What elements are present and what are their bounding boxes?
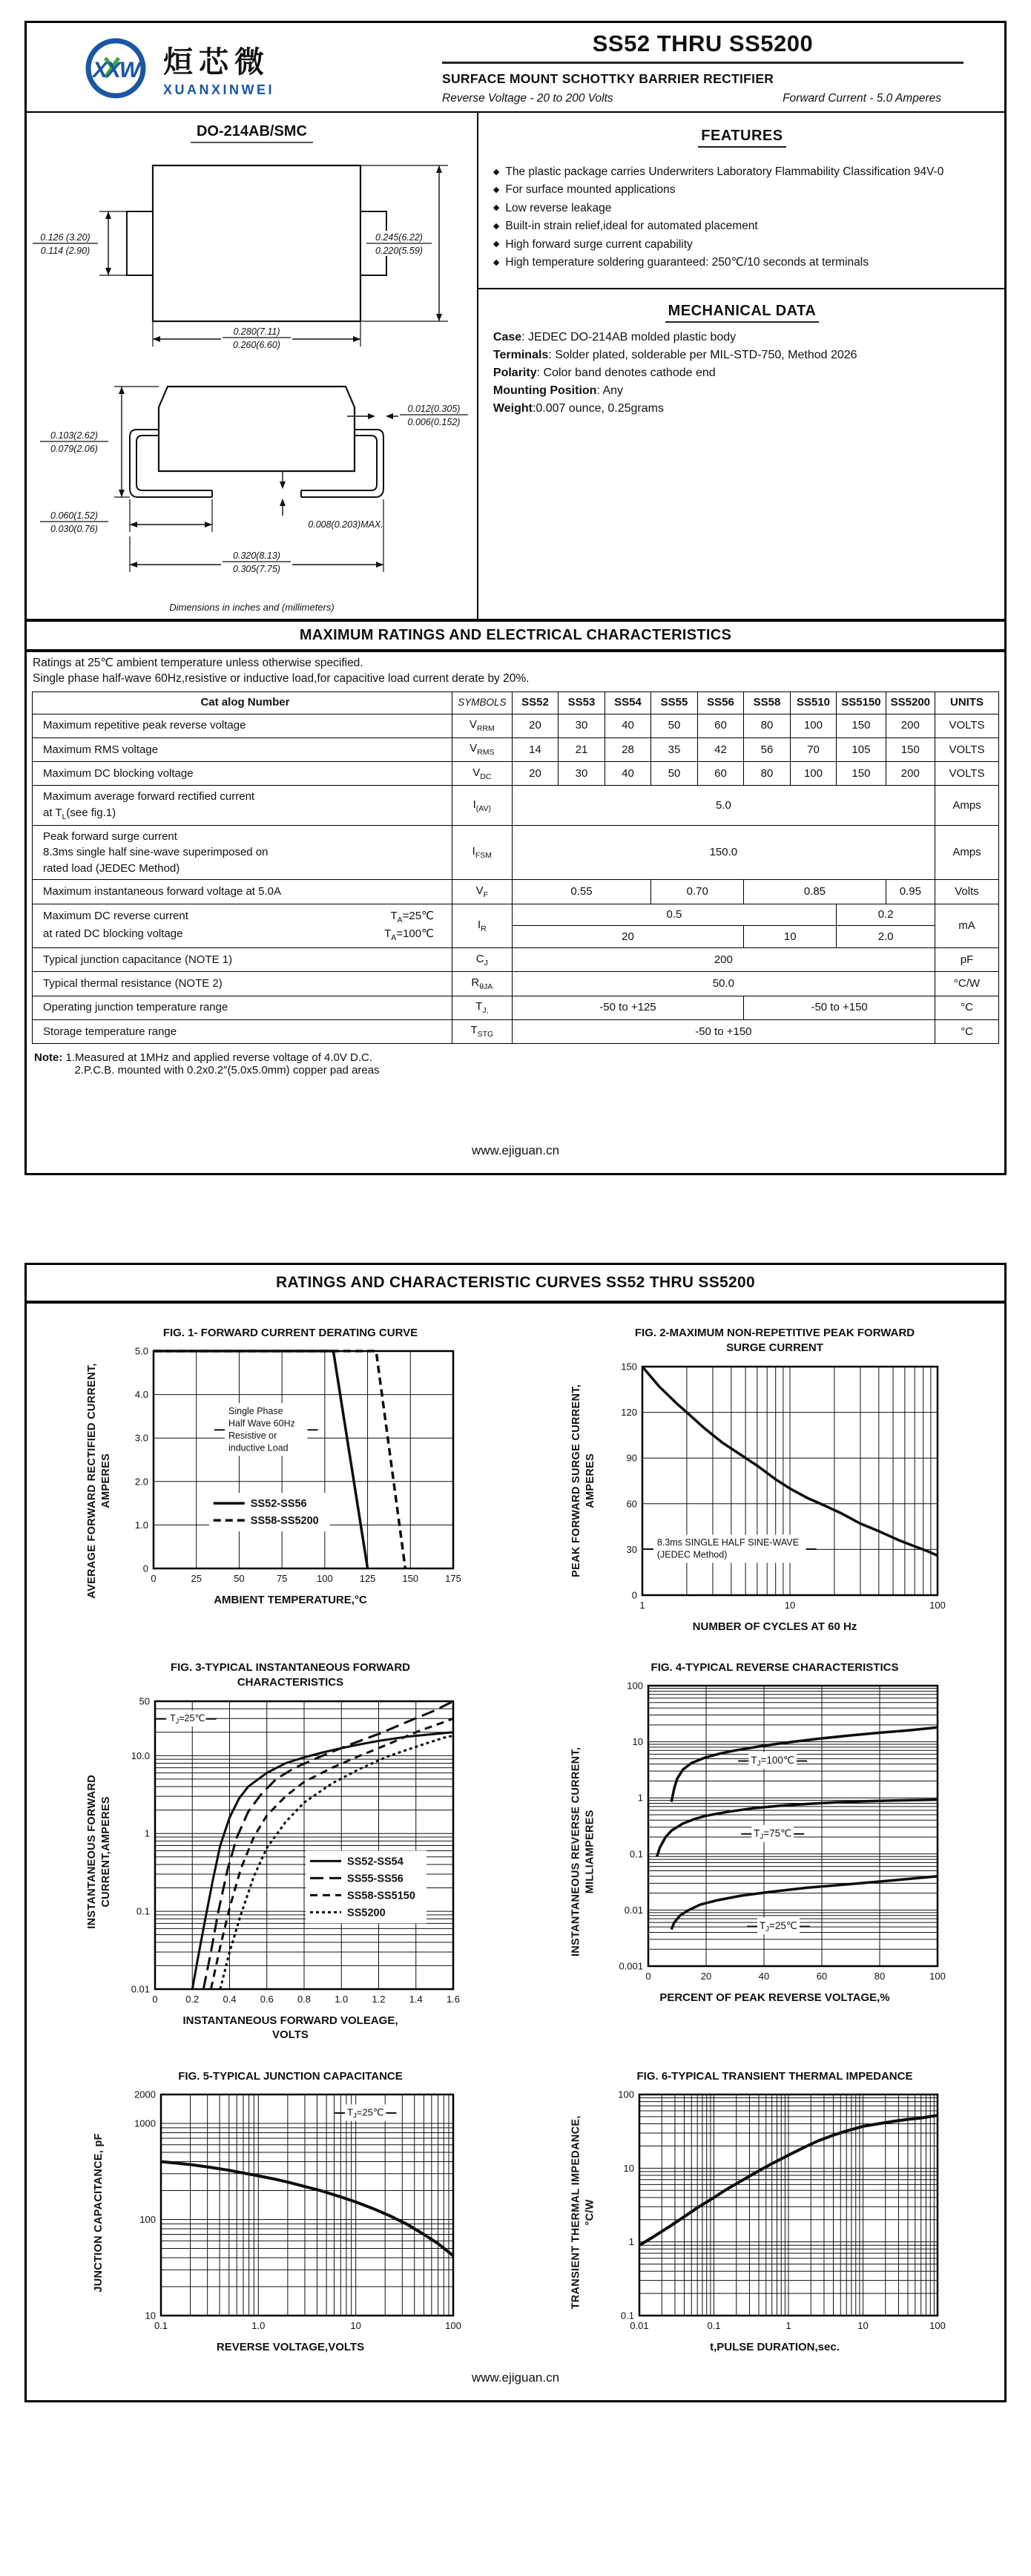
fig3-x-axis-label: INSTANTANEOUS FORWARD VOLEAGE, VOLTS — [182, 2014, 398, 2042]
diamond-bullet-icon: ◆ — [493, 221, 500, 231]
table-row-8: Typical thermal resistance (NOTE 2) $R_{\theta JA}$ 50.0 °C/W — [33, 972, 999, 996]
svg-text:0.012(0.305): 0.012(0.305) — [407, 404, 461, 414]
svg-text:80: 80 — [874, 1971, 885, 1982]
tagline — [442, 92, 964, 105]
svg-text:1: 1 — [785, 2319, 791, 2331]
ratings-table — [32, 691, 999, 1044]
page-2 — [24, 1263, 1007, 2402]
col-SS54: SS54 — [605, 691, 651, 714]
ratings-conditions — [27, 652, 1004, 691]
svg-text:75: 75 — [276, 1573, 287, 1585]
diamond-bullet-icon: ◆ — [493, 257, 500, 267]
svg-text:TJ=100℃: $T_J=100℃$ — [750, 1755, 794, 1769]
diamond-bullet-icon: ◆ — [493, 203, 500, 213]
svg-text:SS5200: SS5200 — [346, 1906, 386, 1919]
table-row-4: Peak forward surge current 8.3ms single half sine-wave superimposed on rated load (JEDEC Method) $I_{FSM}$ 150.0 Amps — [33, 826, 999, 880]
svg-text:5.0: 5.0 — [134, 1345, 148, 1357]
svg-text:0.1: 0.1 — [629, 1848, 643, 1860]
fig6-x-axis-label: t,PULSE DURATION,sec. — [710, 2340, 840, 2353]
figure-fig2 — [516, 1323, 1000, 1638]
part-title: SS52 THRU SS5200 — [442, 30, 964, 64]
diamond-bullet-icon: ◆ — [493, 240, 500, 249]
table-row-7: Typical junction capacitance (NOTE 1) $C_J$ 200 pF — [33, 948, 999, 972]
svg-text:175: 175 — [444, 1573, 461, 1585]
svg-text:0.006(0.152): 0.006(0.152) — [407, 417, 461, 427]
svg-text:0.01: 0.01 — [131, 1983, 150, 1995]
feature-item-2: ◆ Low reverse leakage — [493, 201, 612, 214]
svg-text:0.079(2.06): 0.079(2.06) — [50, 444, 98, 454]
col-catalog-number: Cat alog Number — [33, 691, 452, 714]
mechanical-row-1: Terminals: Solder plated, solderable per MIL-STD-750, Method 2026 — [493, 348, 857, 361]
fig2-y-axis-label: PEAK FORWARD SURGE CURRENT, AMPERES — [570, 1384, 596, 1577]
fig6-plot — [601, 2086, 949, 2338]
svg-text:Resistive or: Resistive or — [228, 1430, 277, 1442]
note-line-2: 2.P.C.B. mounted with 0.2x0.2″(5.0x5.0mm) copper pad areas — [74, 1064, 380, 1077]
table-row-10: Storage temperature range $T_{STG}$ -50 to +150 °C — [33, 1019, 999, 1043]
svg-text:Single Phase: Single Phase — [228, 1406, 283, 1417]
svg-text:0: 0 — [150, 1573, 157, 1585]
logo — [27, 31, 442, 105]
svg-text:Half Wave 60Hz: Half Wave 60Hz — [228, 1418, 295, 1429]
svg-text:50: 50 — [139, 1695, 150, 1707]
svg-text:100: 100 — [929, 1599, 946, 1611]
svg-text:0.1: 0.1 — [136, 1905, 150, 1917]
svg-text:25: 25 — [190, 1573, 202, 1585]
col-SS5150: SS5150 — [837, 691, 886, 714]
fig1-y-axis-label: AVERAGE FORWARD RECTIFIED CURRENT, AMPERES — [85, 1362, 112, 1599]
charts-grid — [27, 1304, 1004, 2359]
svg-text:100: 100 — [929, 2319, 946, 2331]
table-row-0: Maximum repetitive peak reverse voltage $V_{RRM}$ 20 30 40 50 60 80 100 150 200 VOLTS — [33, 714, 999, 737]
fig4-y-axis-label: INSTANTANEOUS REVERSE CURRENT, MILLIAMPERES — [570, 1747, 596, 1957]
figure-fig4 — [516, 1657, 1000, 2047]
svg-text:0.008(0.203)MAX.: 0.008(0.203)MAX. — [308, 519, 383, 530]
svg-text:0.260(6.60): 0.260(6.60) — [233, 340, 280, 350]
fig4-title: FIG. 4-TYPICAL REVERSE CHARACTERISTICS — [650, 1661, 899, 1675]
svg-text:(JEDEC Method): (JEDEC Method) — [656, 1549, 727, 1560]
fig5-x-axis-label: REVERSE VOLTAGE,VOLTS — [216, 2340, 365, 2353]
svg-text:10: 10 — [784, 1599, 795, 1611]
svg-text:0.1: 0.1 — [706, 2319, 721, 2331]
svg-text:0: 0 — [142, 1563, 148, 1574]
svg-text:150: 150 — [401, 1573, 418, 1585]
svg-text:20: 20 — [700, 1971, 711, 1982]
svg-text:4.0: 4.0 — [134, 1389, 148, 1401]
svg-text:40: 40 — [758, 1971, 769, 1982]
mechanical-rows — [493, 329, 991, 418]
svg-text:SS52-SS56: SS52-SS56 — [250, 1498, 307, 1511]
figure-fig6 — [516, 2066, 1000, 2359]
mechanical-row-2: Polarity: Color band denotes cathode end — [493, 366, 716, 379]
table-row-ir-a: Maximum DC reverse current $T_A=25℃$ at rated DC blocking voltage $T_A=100℃$ $I_R$ 0.5 0.2 mA — [33, 904, 999, 926]
fig1-x-axis-label: AMBIENT TEMPERATURE,°C — [214, 1594, 367, 1607]
logo-pinyin: XUANXINWEI — [163, 82, 275, 97]
svg-text:0.103(2.62): 0.103(2.62) — [50, 430, 98, 441]
svg-text:0.245(6.22): 0.245(6.22) — [375, 232, 423, 243]
svg-text:30: 30 — [626, 1543, 637, 1555]
svg-text:0: 0 — [645, 1971, 651, 1982]
tagline-forward-current: Forward Current - 5.0 Amperes — [783, 92, 941, 105]
col-SS58: SS58 — [744, 691, 791, 714]
fig5-plot — [116, 2086, 465, 2338]
col-SS52: SS52 — [512, 691, 559, 714]
package-caption: Dimensions in inches and (millimeters) — [169, 602, 335, 613]
fig4-plot — [601, 1677, 949, 1988]
table-row-3: Maximum average forward rectified current at $T_L(see$ fig.1) $I_{(AV)}$ 5.0 Amps — [33, 786, 999, 826]
svg-text:0.060(1.52): 0.060(1.52) — [50, 510, 98, 521]
svg-text:0: 0 — [631, 1589, 637, 1601]
fig2-x-axis-label: NUMBER OF CYCLES AT 60 Hz — [692, 1620, 857, 1633]
svg-text:0.1: 0.1 — [620, 2310, 634, 2322]
svg-text:10: 10 — [857, 2319, 869, 2331]
curves-banner: RATINGS AND CHARACTERISTIC CURVES SS52 THRU SS5200 — [27, 1265, 1004, 1304]
svg-text:0.4: 0.4 — [222, 1993, 237, 2005]
col-SS56: SS56 — [697, 691, 744, 714]
svg-text:1000: 1000 — [134, 2117, 156, 2129]
svg-text:0.8: 0.8 — [297, 1993, 311, 2005]
package-top-view-drawing — [27, 143, 472, 358]
svg-text:0.280(7.11): 0.280(7.11) — [233, 326, 280, 337]
svg-text:SS58-SS5150: SS58-SS5150 — [346, 1889, 415, 1902]
notes — [27, 1044, 1004, 1131]
mechanical-row-0: Case: JEDEC DO-214AB molded plastic body — [493, 330, 737, 344]
svg-text:1: 1 — [639, 1599, 645, 1611]
svg-text:60: 60 — [626, 1497, 637, 1509]
table-row-5: Maximum instantaneous forward voltage at 5.0A $V_F$ 0.55 0.70 0.85 0.95 Volts — [33, 880, 999, 904]
svg-text:0.2: 0.2 — [185, 1993, 199, 2005]
svg-text:60: 60 — [816, 1971, 827, 1982]
svg-text:1: 1 — [144, 1827, 150, 1839]
col-symbols: SYMBOLS — [452, 691, 512, 714]
figure-fig5 — [31, 2066, 516, 2359]
features-list — [493, 164, 991, 272]
header — [27, 23, 1004, 113]
table-row-1: Maximum RMS voltage $V_{RMS}$ 14 21 28 35 42 56 70 105 150 VOLTS — [33, 737, 999, 761]
svg-text:0.01: 0.01 — [624, 1905, 643, 1916]
fig5-title: FIG. 5-TYPICAL JUNCTION CAPACITANCE — [178, 2069, 403, 2083]
table-row-9: Operating junction temperature range $T_{J,}$ -50 to +125 -50 to +150 °C — [33, 996, 999, 1019]
svg-text:1.2: 1.2 — [371, 1993, 386, 2005]
svg-text:3.0: 3.0 — [134, 1433, 148, 1445]
page2-footer-url[interactable]: www.ejiguan.cn — [471, 2370, 560, 2385]
feature-item-5: ◆ High temperature soldering guaranteed: 250℃/10 seconds at terminals — [493, 256, 869, 269]
svg-text:0.030(0.76): 0.030(0.76) — [50, 524, 98, 534]
svg-text:TJ=75℃: $T_J=75℃$ — [753, 1827, 791, 1841]
mechanical-title: MECHANICAL DATA — [665, 303, 820, 323]
ratings-condition-1: Ratings at 25℃ ambient temperature unless otherwise specified. — [33, 657, 363, 669]
features-section — [478, 113, 1004, 288]
svg-text:1: 1 — [637, 1793, 643, 1804]
feature-item-1: ◆ For surface mounted applications — [493, 183, 676, 197]
note-line-1: 1.Measured at 1MHz and applied reverse voltage of 4.0V D.C. — [65, 1051, 373, 1065]
fig3-plot — [116, 1692, 465, 2011]
table-header-row — [33, 691, 999, 714]
fig6-title: FIG. 6-TYPICAL TRANSIENT THERMAL IMPEDANCE — [636, 2069, 913, 2083]
fig6-y-axis-label: TRANSIENT THERMAL IMPEDANCE, °C/W — [570, 2115, 596, 2310]
svg-text:10: 10 — [145, 2310, 156, 2322]
svg-text:125: 125 — [359, 1573, 375, 1585]
svg-text:1: 1 — [628, 2235, 634, 2247]
figure-fig3 — [31, 1657, 516, 2047]
svg-text:150: 150 — [620, 1361, 637, 1373]
svg-text:8.3ms SINGLE HALF SINE-WAVE: 8.3ms SINGLE HALF SINE-WAVE — [656, 1537, 799, 1548]
package-title: DO-214AB/SMC — [191, 123, 313, 143]
svg-text:1.6: 1.6 — [446, 1993, 460, 2005]
svg-text:100: 100 — [316, 1573, 333, 1585]
logo-chinese: 烜芯微 — [163, 45, 270, 79]
svg-text:100: 100 — [929, 1971, 946, 1982]
ratings-banner: MAXIMUM RATINGS AND ELECTRICAL CHARACTERISTICS — [27, 619, 1004, 652]
col-SS55: SS55 — [651, 691, 698, 714]
col-units: UNITS — [935, 691, 999, 714]
svg-text:10: 10 — [349, 2319, 361, 2331]
svg-text:XXW: XXW — [92, 57, 139, 82]
feature-item-3: ◆ Built-in strain relief,ideal for automated placement — [493, 220, 758, 233]
svg-text:TJ=25℃: $T_J=25℃$ — [759, 1920, 797, 1934]
table-row-ir-b: 20 10 2.0 — [33, 926, 999, 948]
feature-item-0: ◆ The plastic package carries Underwriters Laboratory Flammability Classification 94V-0 — [493, 165, 944, 178]
svg-text:0.114 (2.90): 0.114 (2.90) — [40, 246, 90, 256]
diamond-bullet-icon: ◆ — [493, 167, 500, 177]
diamond-bullet-icon: ◆ — [493, 185, 500, 194]
ratings-condition-2: Single phase half-wave 60Hz,resistive or inductive load,for capacitive load current derate by 20%. — [33, 671, 530, 685]
svg-text:100: 100 — [444, 2319, 461, 2331]
svg-text:TJ=25℃: $T_J=25℃$ — [169, 1712, 205, 1725]
page-1 — [24, 21, 1007, 1175]
col-SS510: SS510 — [790, 691, 837, 714]
fig1-plot — [116, 1342, 465, 1591]
svg-text:TJ=25℃: $T_J=25℃$ — [346, 2106, 383, 2120]
svg-text:0: 0 — [151, 1993, 158, 2005]
fig2-plot — [601, 1358, 949, 1617]
svg-text:0.1: 0.1 — [154, 2319, 168, 2331]
datasheet — [0, 21, 1031, 2402]
svg-text:2.0: 2.0 — [134, 1476, 148, 1488]
col-SS5200: SS5200 — [886, 691, 935, 714]
svg-text:0.305(7.75): 0.305(7.75) — [233, 564, 280, 574]
svg-text:0.126 (3.20): 0.126 (3.20) — [40, 232, 90, 243]
fig3-y-axis-label: INSTANTANEOUS FORWARD CURRENT,AMPERES — [85, 1775, 112, 1930]
fig1-title: FIG. 1- FORWARD CURRENT DERATING CURVE — [162, 1327, 418, 1340]
feature-item-4: ◆ High forward surge current capability — [493, 237, 693, 251]
package-drawing-panel — [27, 113, 478, 619]
tagline-reverse-voltage: Reverse Voltage - 20 to 200 Volts — [442, 92, 613, 105]
svg-text:90: 90 — [626, 1452, 637, 1464]
svg-text:1.0: 1.0 — [134, 1519, 148, 1531]
svg-text:10.0: 10.0 — [131, 1749, 150, 1761]
svg-text:1.0: 1.0 — [334, 1993, 348, 2005]
fig3-title: FIG. 3-TYPICAL INSTANTANEOUS FORWARD CHARACTERISTICS — [170, 1661, 411, 1689]
features-title: FEATURES — [698, 128, 785, 148]
page1-footer-url[interactable]: www.ejiguan.cn — [471, 1143, 560, 1158]
table-row-2: Maximum DC blocking voltage $V_{DC}$ 20 30 40 50 60 80 100 150 200 VOLTS — [33, 762, 999, 786]
col-SS53: SS53 — [559, 691, 605, 714]
svg-text:0.01: 0.01 — [629, 2319, 649, 2331]
svg-text:inductive Load: inductive Load — [228, 1442, 289, 1453]
mechanical-row-4: Weight:0.007 ounce, 0.25grams — [493, 401, 664, 415]
logo-mark-icon — [79, 31, 153, 105]
svg-text:50: 50 — [233, 1573, 245, 1585]
mechanical-row-3: Mounting Position: Any — [493, 384, 624, 397]
svg-text:100: 100 — [139, 2213, 156, 2225]
svg-text:1.4: 1.4 — [409, 1993, 423, 2005]
fig4-x-axis-label: PERCENT OF PEAK REVERSE VOLTAGE,% — [659, 1991, 890, 2005]
subtitle: SURFACE MOUNT SCHOTTKY BARRIER RECTIFIER — [442, 71, 774, 86]
svg-text:120: 120 — [620, 1406, 637, 1418]
note-label: Note: — [34, 1051, 63, 1065]
mechanical-section — [478, 288, 1004, 466]
svg-text:0.220(5.59): 0.220(5.59) — [375, 246, 423, 256]
svg-text:10: 10 — [623, 2162, 634, 2174]
svg-text:2000: 2000 — [134, 2089, 156, 2100]
figure-fig1 — [31, 1323, 516, 1638]
svg-text:0.320(8.13): 0.320(8.13) — [233, 551, 280, 561]
package-side-view-drawing — [27, 358, 472, 582]
svg-text:SS58-SS5200: SS58-SS5200 — [250, 1515, 319, 1528]
fig2-title: FIG. 2-MAXIMUM NON-REPETITIVE PEAK FORWARD SURGE CURRENT — [634, 1327, 915, 1355]
svg-text:0.001: 0.001 — [618, 1960, 643, 1972]
svg-text:1.0: 1.0 — [251, 2319, 265, 2331]
svg-text:SS55-SS56: SS55-SS56 — [346, 1872, 403, 1885]
svg-text:0.6: 0.6 — [260, 1993, 274, 2005]
svg-text:10: 10 — [632, 1736, 643, 1748]
fig5-y-axis-label: JUNCTION CAPACITANCE, pF — [93, 2132, 105, 2293]
svg-text:100: 100 — [617, 2089, 634, 2100]
svg-text:SS52-SS54: SS52-SS54 — [346, 1855, 403, 1867]
svg-text:100: 100 — [626, 1680, 643, 1692]
